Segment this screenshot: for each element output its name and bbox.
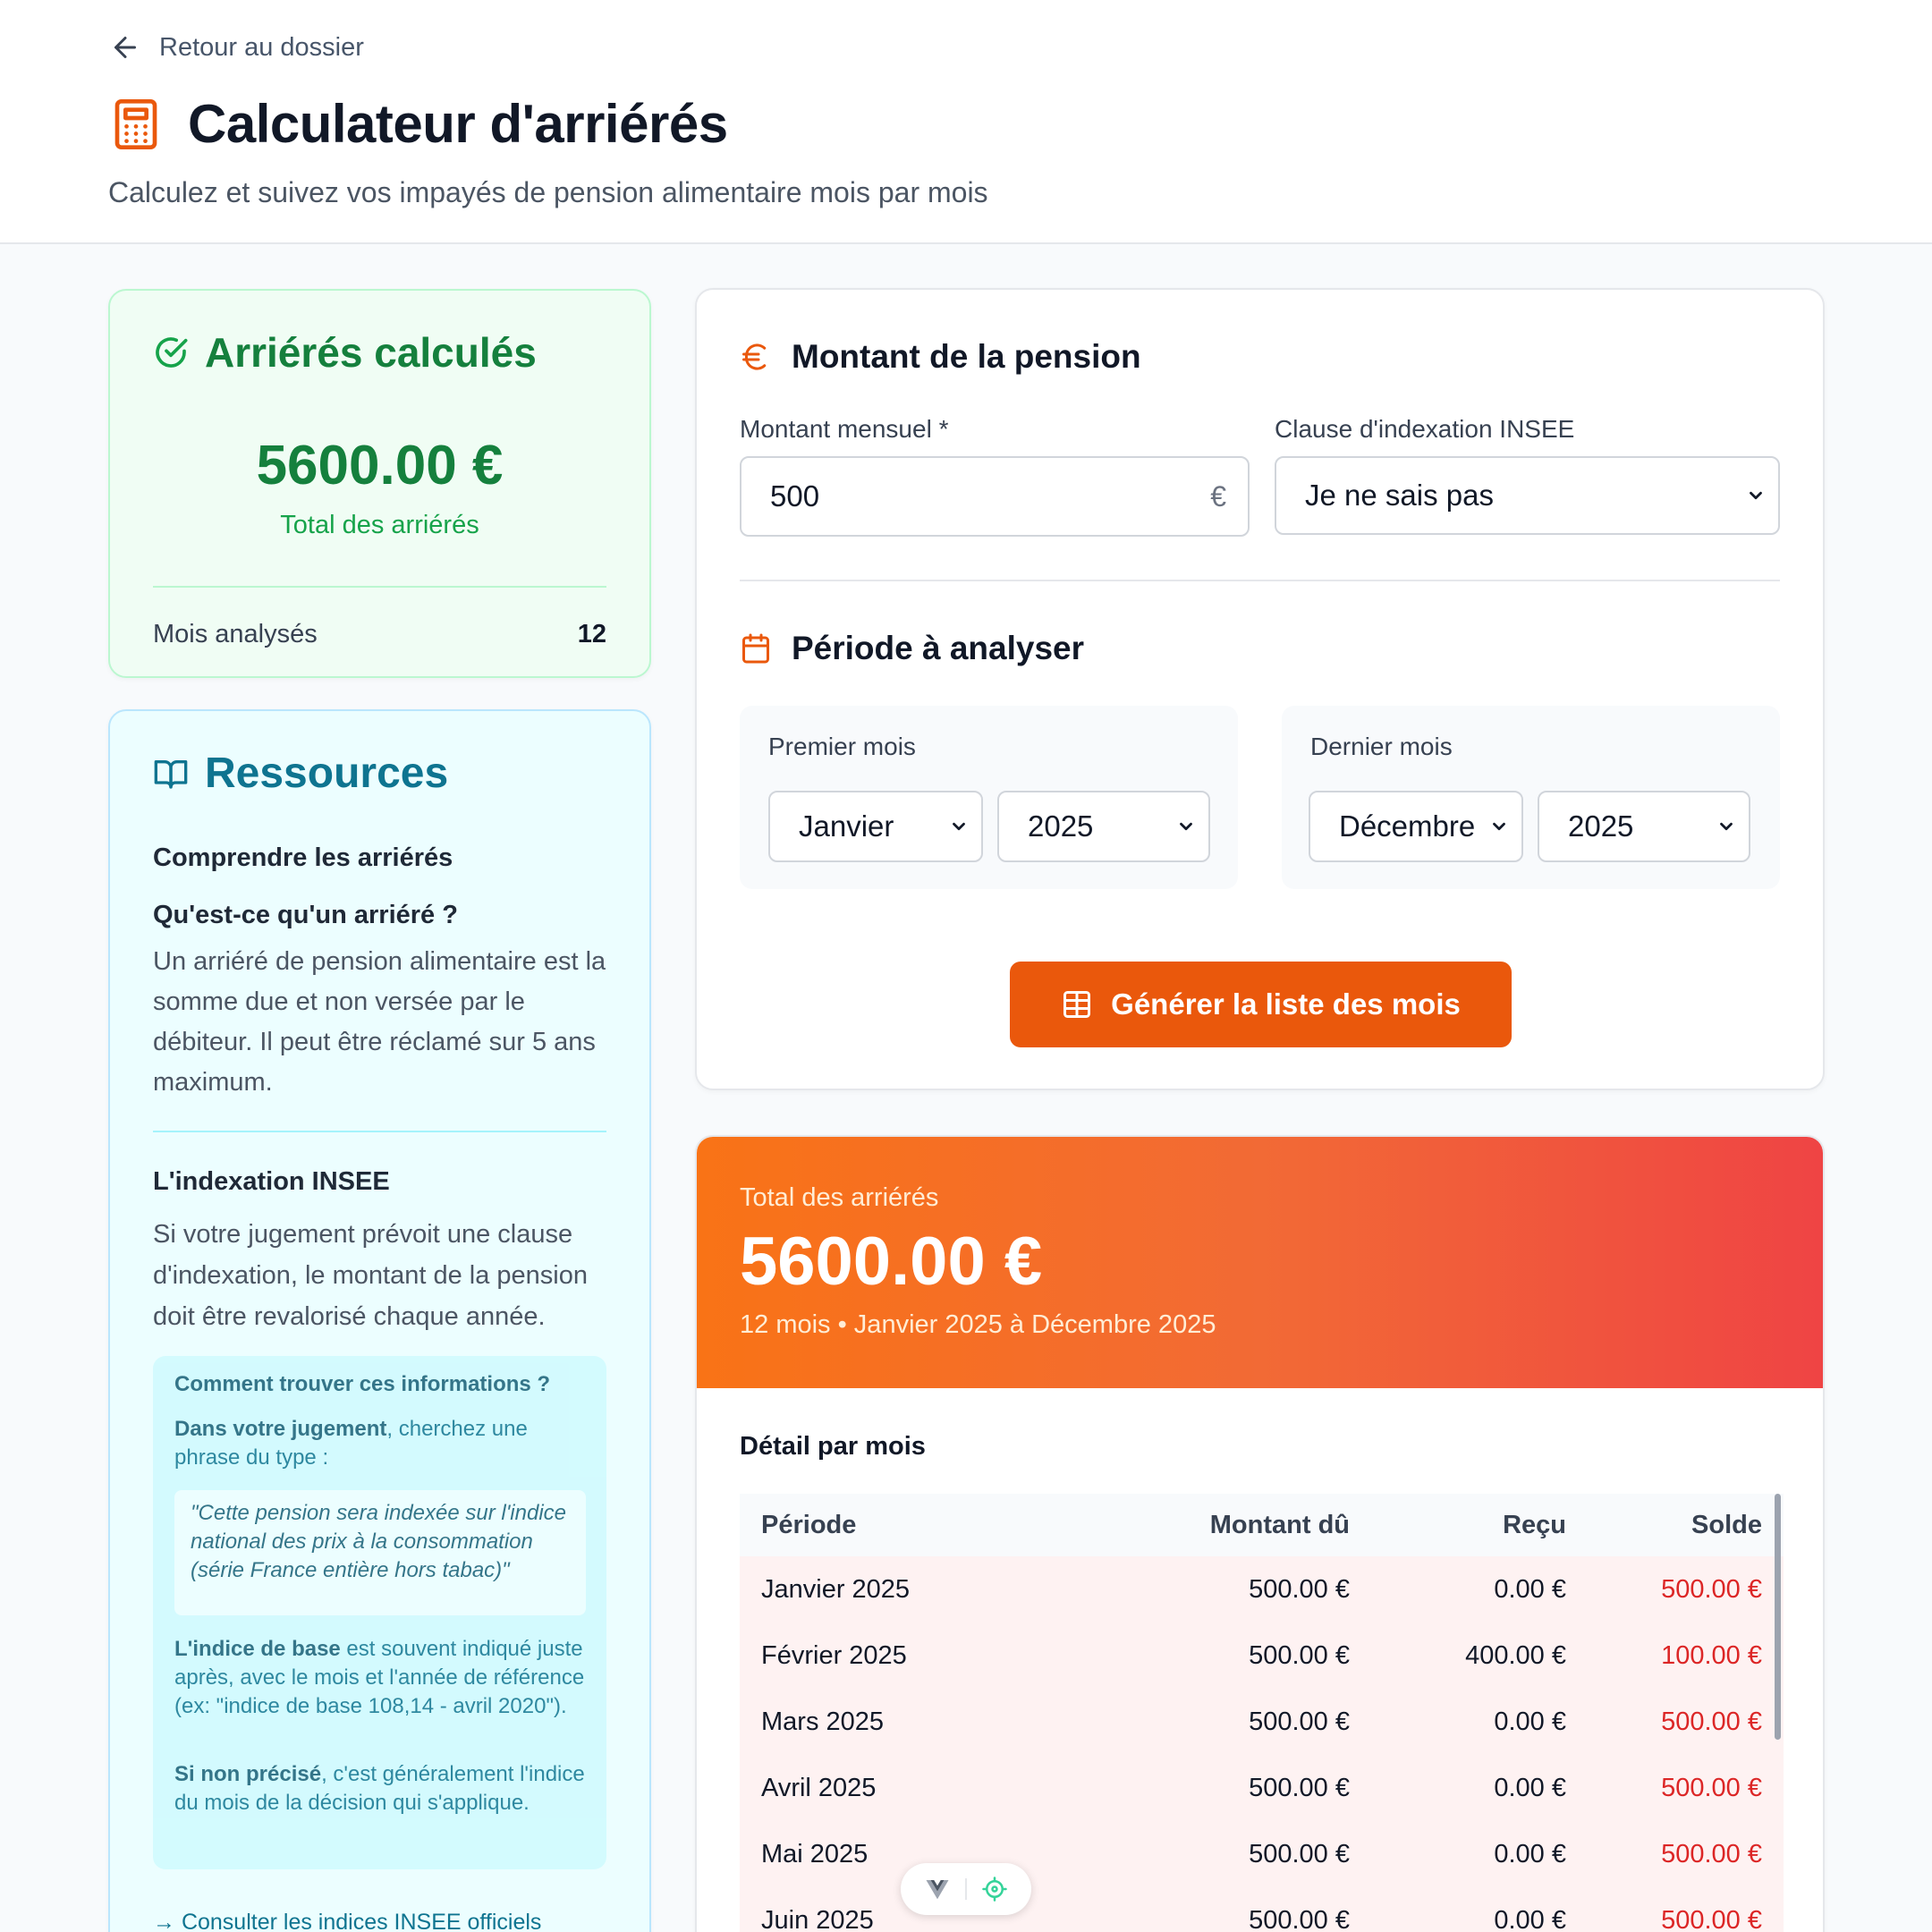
cell-balance: 500.00 € — [1661, 1707, 1762, 1736]
info-box-default-text: Si non précisé, c'est généralement l'indice du mois de la décision qui s'applique. — [174, 1762, 585, 1815]
first-year-value: 2025 — [1028, 809, 1094, 843]
divider — [153, 1131, 606, 1132]
insee-indexation-text: Si votre jugement prévoit une clause d'indexation, le montant de la pension doit être revalorisé chaque année. — [153, 1220, 588, 1331]
cell-period: Mars 2025 — [761, 1707, 885, 1736]
total-banner — [697, 1137, 1823, 1388]
arrieres-summary-card — [108, 289, 651, 678]
months-analysed-row — [153, 620, 606, 649]
info-box-title: Comment trouver ces informations ? — [174, 1372, 551, 1396]
indexation-clause-value: Je ne sais pas — [1305, 479, 1494, 512]
column-header-period: Période — [761, 1510, 857, 1539]
first-month-select[interactable] — [768, 791, 983, 862]
chevron-down-icon — [949, 817, 969, 836]
arrieres-title: Arriérés calculés — [205, 329, 537, 376]
cell-received: 400.00 € — [1465, 1640, 1566, 1670]
check-circle-icon — [153, 335, 189, 370]
currency-suffix: € — [1210, 479, 1226, 513]
table-scrollbar[interactable] — [1775, 1494, 1781, 1740]
title-row — [111, 93, 728, 155]
column-header-received: Reçu — [1503, 1510, 1566, 1539]
info-box-judgment-text: Dans votre jugement, cherchez une phrase du type : — [174, 1417, 528, 1470]
cell-period: Avril 2025 — [761, 1773, 877, 1802]
monthly-detail-table — [740, 1494, 1784, 1932]
what-is-arrears-heading: Qu'est-ce qu'un arriéré ? — [153, 901, 458, 929]
indexation-clause-select[interactable] — [1275, 456, 1780, 535]
calculator-icon — [111, 97, 161, 152]
pension-form-card — [695, 288, 1825, 1090]
chevron-down-icon — [1489, 817, 1509, 836]
cell-balance: 100.00 € — [1661, 1640, 1762, 1670]
back-link-label: Retour au dossier — [159, 32, 364, 62]
first-month-group — [740, 706, 1238, 889]
detail-title: Détail par mois — [740, 1432, 926, 1461]
divider — [153, 586, 606, 588]
info-box-base-index-text: L'indice de base est souvent indiqué juste après, avec le mois et l'année de référence (ex: "indice de base 108,14 - avril 2020"). — [174, 1637, 585, 1718]
last-month-value: Décembre — [1339, 809, 1476, 843]
last-year-value: 2025 — [1568, 809, 1634, 843]
page-header — [0, 0, 1932, 244]
cell-due: 500.00 € — [1249, 1640, 1350, 1670]
cell-balance: 500.00 € — [1661, 1773, 1762, 1802]
monthly-amount-value: 500 — [770, 479, 820, 513]
cell-period: Février 2025 — [761, 1640, 907, 1670]
cell-received: 0.00 € — [1494, 1574, 1566, 1604]
info-box-quote: "Cette pension sera indexée sur l'indice national des prix à la consommation (série France entière hors tabac)" — [174, 1490, 586, 1615]
pension-section-title: Montant de la pension — [792, 338, 1141, 375]
back-link[interactable] — [109, 29, 364, 66]
book-open-icon — [153, 756, 189, 792]
cell-due: 500.00 € — [1249, 1905, 1350, 1932]
insee-indices-link[interactable]: → Consulter les indices INSEE officiels — [153, 1910, 542, 1932]
cell-received: 0.00 € — [1494, 1707, 1566, 1736]
last-month-label: Dernier mois — [1310, 733, 1453, 760]
table-row[interactable] — [740, 1755, 1784, 1821]
first-month-label: Premier mois — [768, 733, 916, 760]
last-month-group — [1282, 706, 1780, 889]
resources-title: Ressources — [205, 750, 449, 797]
separator — [965, 1878, 967, 1900]
months-analysed-label: Mois analysés — [153, 620, 318, 648]
table-row[interactable] — [740, 1821, 1784, 1887]
generate-months-label: Générer la liste des mois — [1111, 987, 1461, 1021]
table-icon — [1061, 988, 1093, 1021]
column-header-balance: Solde — [1691, 1510, 1762, 1539]
column-header-due: Montant dû — [1209, 1510, 1350, 1539]
monthly-amount-label: Montant mensuel * — [740, 415, 949, 443]
chevron-down-icon — [1746, 486, 1766, 505]
generate-months-button[interactable] — [1010, 962, 1512, 1047]
how-to-find-info-box — [153, 1356, 606, 1869]
divider — [740, 580, 1780, 581]
cell-period: Mai 2025 — [761, 1839, 869, 1868]
table-row[interactable] — [740, 1689, 1784, 1755]
cell-balance: 500.00 € — [1661, 1839, 1762, 1868]
cell-received: 0.00 € — [1494, 1773, 1566, 1802]
table-header — [740, 1494, 1784, 1556]
cell-balance: 500.00 € — [1661, 1905, 1762, 1932]
table-row[interactable] — [740, 1623, 1784, 1689]
last-year-select[interactable] — [1538, 791, 1750, 862]
page-subtitle: Calculez et suivez vos impayés de pension alimentaire mois par mois — [108, 176, 988, 208]
what-is-arrears-text: Un arriéré de pension alimentaire est la somme due et non versée par le débiteur. Il peut être réclamé sur 5 ans maximum. — [153, 947, 606, 1097]
banner-summary: 12 mois • Janvier 2025 à Décembre 2025 — [740, 1310, 1216, 1339]
cell-period: Janvier 2025 — [761, 1574, 911, 1604]
months-analysed-value: 12 — [577, 620, 606, 648]
cell-received: 0.00 € — [1494, 1905, 1566, 1932]
target-icon[interactable] — [981, 1876, 1008, 1902]
chevron-down-icon — [1176, 817, 1196, 836]
indexation-clause-label: Clause d'indexation INSEE — [1275, 415, 1575, 443]
resources-subtitle: Comprendre les arriérés — [153, 843, 453, 872]
period-section-title: Période à analyser — [792, 630, 1085, 666]
cell-period: Juin 2025 — [761, 1905, 874, 1932]
chevron-down-icon — [1716, 817, 1736, 836]
banner-total-amount: 5600.00 € — [740, 1224, 1043, 1300]
first-month-value: Janvier — [799, 809, 894, 843]
cell-due: 500.00 € — [1249, 1707, 1350, 1736]
first-year-select[interactable] — [997, 791, 1210, 862]
cell-due: 500.00 € — [1249, 1574, 1350, 1604]
cell-due: 500.00 € — [1249, 1839, 1350, 1868]
arrieres-total-label: Total des arriérés — [280, 511, 479, 539]
cell-due: 500.00 € — [1249, 1773, 1350, 1802]
table-row[interactable] — [740, 1887, 1784, 1932]
results-card — [695, 1135, 1825, 1932]
last-month-select[interactable] — [1309, 791, 1523, 862]
vue-logo-icon[interactable] — [924, 1876, 951, 1902]
page-title: Calculateur d'arriérés — [188, 94, 728, 154]
calendar-icon — [740, 632, 772, 665]
banner-total-label: Total des arriérés — [740, 1183, 939, 1212]
cell-received: 0.00 € — [1494, 1839, 1566, 1868]
arrow-left-icon — [109, 31, 141, 64]
insee-indexation-heading: L'indexation INSEE — [153, 1167, 390, 1196]
monthly-amount-input[interactable] — [740, 456, 1250, 537]
devtools-pill[interactable] — [901, 1863, 1031, 1915]
euro-icon — [740, 341, 772, 373]
table-row[interactable] — [740, 1556, 1784, 1623]
arrieres-total-amount: 5600.00 € — [256, 435, 504, 496]
cell-balance: 500.00 € — [1661, 1574, 1762, 1604]
resources-card — [108, 709, 651, 1932]
